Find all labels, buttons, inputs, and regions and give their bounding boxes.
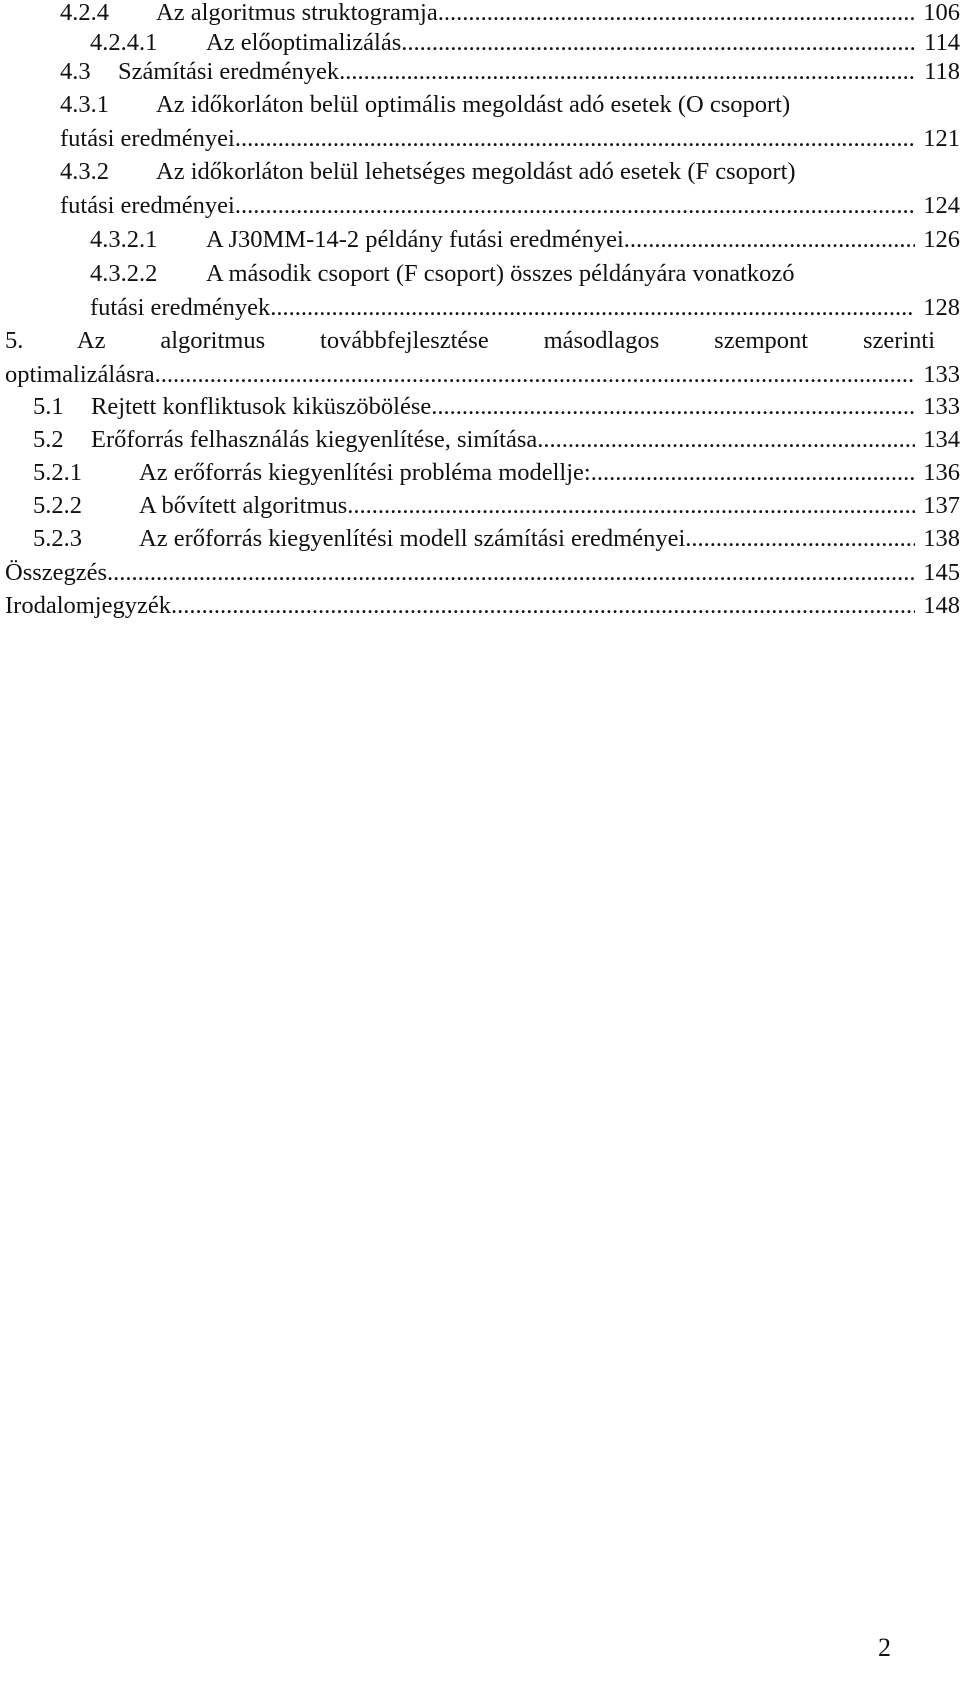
toc-entry-continuation[interactable] — [5, 358, 960, 392]
toc-entry-continuation[interactable] — [60, 189, 960, 223]
toc-page-number: 138 — [923, 525, 960, 552]
toc-number: 5.2 — [33, 426, 64, 453]
toc-title: Az időkorláton belül optimális megoldást adó esetek (O csoport) — [156, 91, 791, 118]
dot-leader — [235, 122, 915, 156]
toc-number: 5.1 — [33, 393, 64, 420]
toc-entry[interactable] — [5, 324, 935, 358]
toc-word: szempont — [714, 327, 809, 354]
toc-page-number: 118 — [924, 58, 960, 85]
toc-page-number: 137 — [923, 492, 960, 519]
toc-entry[interactable] — [5, 589, 960, 623]
toc-entry[interactable] — [60, 155, 960, 189]
toc-title: futási eredményei — [60, 192, 235, 219]
toc-page-number: 145 — [923, 559, 960, 586]
toc-number: 4.3 — [60, 58, 91, 85]
toc-title: Az erőforrás kiegyenlítési modell számítási eredményei — [139, 525, 686, 552]
toc-title: Az időkorláton belül lehetséges megoldást adó esetek (F csoport) — [156, 158, 796, 185]
toc-word: szerinti — [862, 327, 936, 354]
toc-title: Az előoptimalizálás — [206, 29, 402, 56]
dot-leader — [339, 55, 916, 89]
toc-title: futási eredmények — [90, 294, 271, 321]
dot-leader — [155, 358, 916, 392]
toc-title: Számítási eredmények — [118, 58, 340, 85]
toc-entry-continuation[interactable] — [90, 291, 960, 325]
toc-entry[interactable] — [33, 423, 960, 457]
toc-page-number: 133 — [923, 361, 960, 388]
toc-number: 4.3.2.1 — [90, 226, 158, 253]
toc-entry[interactable] — [60, 88, 960, 122]
toc-entry[interactable] — [33, 522, 960, 556]
toc-page-number: 133 — [923, 393, 960, 420]
toc-page-number: 106 — [923, 0, 960, 26]
toc-number: 5.2.3 — [33, 525, 82, 552]
toc-entry[interactable] — [33, 456, 960, 490]
dot-leader — [624, 223, 915, 257]
toc-word: továbbfejlesztése — [320, 327, 489, 354]
toc-title: A második csoport (F csoport) összes példányára vonatkozó — [206, 260, 795, 287]
page-number: 2 — [878, 1633, 891, 1662]
toc-entry[interactable] — [5, 556, 960, 590]
toc-title: Az algoritmus struktogramja — [156, 0, 438, 26]
toc-number: 4.3.1 — [60, 91, 109, 118]
toc-entry[interactable] — [33, 489, 960, 523]
toc-title: A bővített algoritmus — [139, 492, 348, 519]
toc-entry[interactable] — [90, 223, 960, 257]
dot-leader — [591, 456, 916, 490]
dot-leader — [685, 522, 915, 556]
toc-title: Rejtett konfliktusok kiküszöbölése — [91, 393, 432, 420]
toc-title: optimalizálásra — [5, 361, 155, 388]
toc-number: 4.2.4 — [60, 0, 109, 26]
toc-number: 5.2.2 — [33, 492, 82, 519]
dot-leader — [431, 390, 915, 424]
toc-word: másodlagos — [543, 327, 660, 354]
toc-page-number: 126 — [923, 226, 960, 253]
toc-page-number: 114 — [924, 29, 960, 56]
toc-title: Irodalomjegyzék — [5, 592, 171, 619]
dot-leader — [107, 556, 915, 590]
toc-entry[interactable] — [60, 55, 960, 89]
toc-title: Az erőforrás kiegyenlítési probléma modellje: — [139, 459, 591, 486]
toc-entry-continuation[interactable] — [60, 122, 960, 156]
dot-leader — [270, 291, 915, 325]
toc-page-number: 121 — [923, 125, 960, 152]
toc-page-number: 124 — [923, 192, 960, 219]
toc-entry[interactable] — [33, 390, 960, 424]
toc-word: Az — [76, 327, 106, 354]
toc-title: futási eredményei — [60, 125, 235, 152]
toc-word: 5. — [5, 327, 24, 354]
dot-leader — [235, 189, 915, 223]
toc-page-number: 134 — [923, 426, 960, 453]
toc-number: 4.2.4.1 — [90, 29, 158, 56]
dot-leader — [537, 423, 915, 457]
toc-title: Erőforrás felhasználás kiegyenlítése, simítása — [91, 426, 538, 453]
toc-title: A J30MM-14-2 példány futási eredményei — [206, 226, 624, 253]
toc-word: algoritmus — [160, 327, 266, 354]
toc-number: 5.2.1 — [33, 459, 82, 486]
dot-leader — [171, 589, 915, 623]
toc-title: Összegzés — [5, 559, 108, 586]
toc-page-number: 136 — [923, 459, 960, 486]
toc-number: 4.3.2 — [60, 158, 109, 185]
toc-entry[interactable] — [90, 257, 960, 291]
toc-page-number: 128 — [923, 294, 960, 321]
dot-leader — [347, 489, 915, 523]
toc-page-number: 148 — [923, 592, 960, 619]
toc-number: 4.3.2.2 — [90, 260, 158, 287]
